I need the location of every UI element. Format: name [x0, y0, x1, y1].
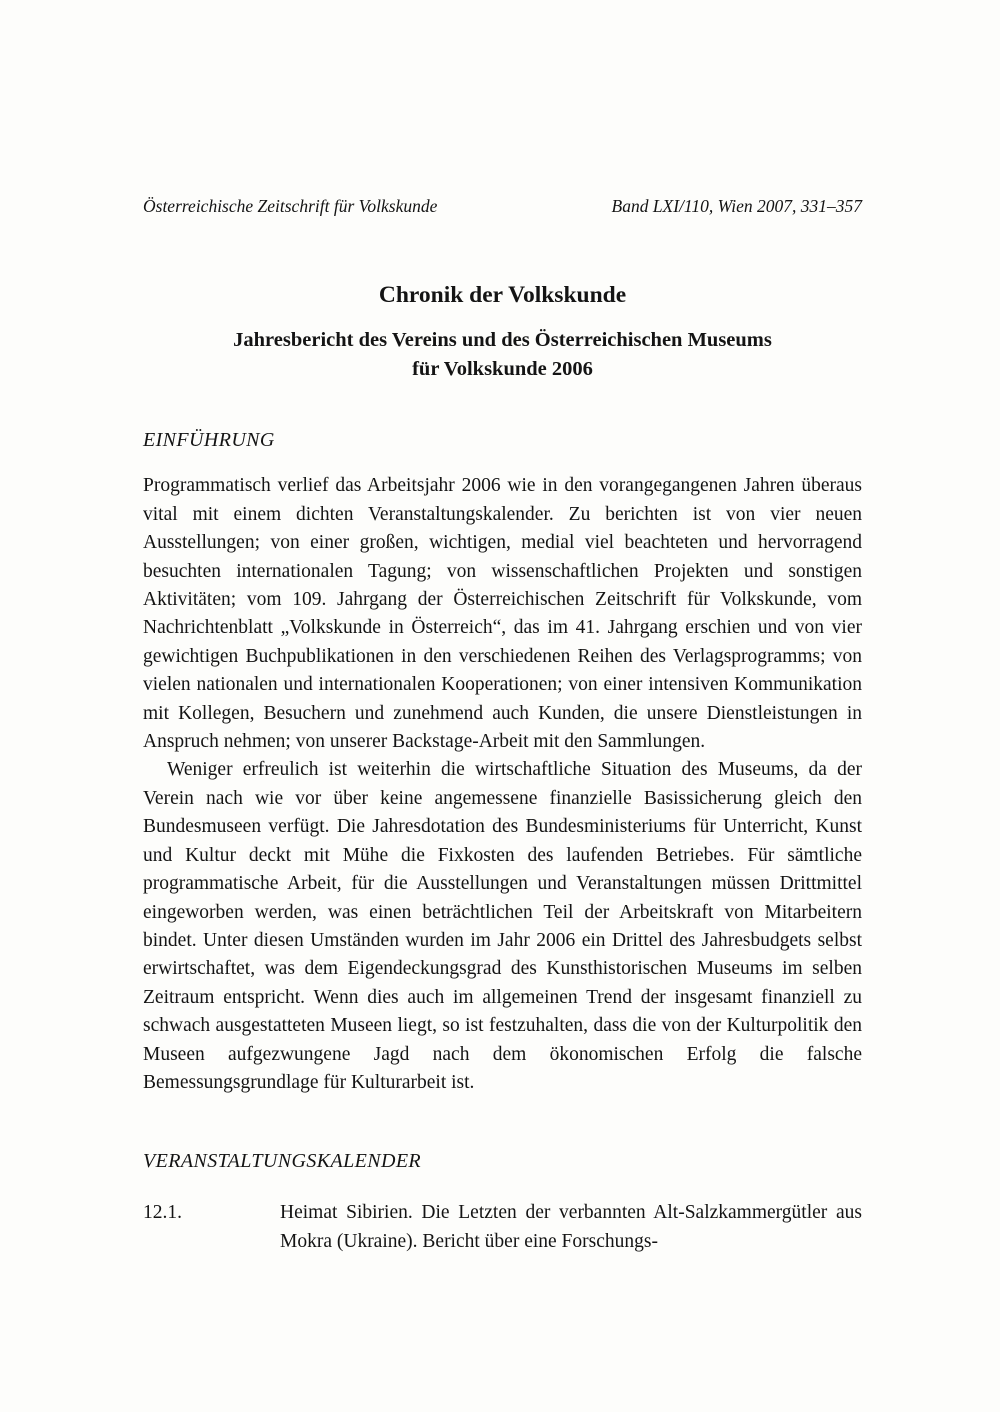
section-heading-veranstaltungskalender: VERANSTALTUNGSKALENDER [143, 1150, 422, 1173]
running-header [143, 196, 862, 217]
einfuehrung-paragraph-2: Weniger erfreulich ist weiterhin die wirtschaftliche Situation des Museums, da der Verein nach wie vor über keine angemessene finanzielle Basissicherung gleich den Bundesmuseen verfügt. Die Jahresdotation des Bundesministeriums für Unterricht, Kunst und Kultur deckt mit Mühe die Fixkosten des laufenden Betriebes. Für sämtliche programmatische Arbeit, für die Ausstellungen und Veranstaltungen müssen Drittmittel eingeworben werden, was einen beträchtlichen Teil der Arbeitskraft von Mitarbeitern bindet. Unter diesen Umständen wurden im Jahr 2006 ein Drittel des Jahresbudgets selbst erwirtschaftet, was dem Eigendeckungsgrad des Kunsthistorischen Museums im selben Zeitraum entspricht. Wenn dies auch im allgemeinen Trend der insgesamt finanziell zu schwach ausgestatteten Museen liegt, so ist festzuhalten, dass die von der Kulturpolitik den Museen aufgezwungene Jagd nach dem ökonomischen Erfolg die falsche Bemessungsgrundlage für Kulturarbeit ist. [143, 759, 862, 1093]
calendar-entry [143, 1199, 862, 1256]
calendar-entry-date: 12.1. [143, 1202, 182, 1224]
journal-title: Österreichische Zeitschrift für Volkskunde [143, 196, 438, 216]
page-title: Chronik der Volkskunde [378, 282, 627, 308]
calendar-entry-text: Heimat Sibirien. Die Letzten der verbannten Alt-Salzkammergütler aus Mokra (Ukraine). Bericht über eine Forschungs- [280, 1202, 862, 1252]
page-subtitle-line2: für Volkskunde 2006 [412, 358, 593, 381]
issue-info: Band LXI/110, Wien 2007, 331–357 [611, 196, 862, 216]
einfuehrung-paragraph-1: Programmatisch verlief das Arbeitsjahr 2006 wie in den vorangegangenen Jahren überaus vital mit einem dichten Veranstaltungskalender. Zu berichten ist von vier neuen Ausstellungen; von einer großen, wichtigen, medial viel beachteten und hervorragend besuchten internationalen Tagung; von wissenschaftlichen Projekten und sonstigen Aktivitäten; vom 109. Jahrgang der Österreichischen Zeitschrift für Volkskunde, vom Nachrichtenblatt „Volkskunde in Österreich“, das im 41. Jahrgang erschien und von vier gewichtigen Buchpublikationen in den verschiedenen Reihen des Verlagsprogramms; von vielen nationalen und internationalen Kooperationen; von einer intensiven Kommunikation mit Kollegen, Besuchern und zunehmend auch Kunden, die unsere Dienstleistungen in Anspruch nehmen; von unserer Backstage-Arbeit mit den Sammlungen. [143, 475, 862, 753]
page-subtitle [143, 326, 862, 384]
page-subtitle-line1: Jahresbericht des Vereins und des Österreichischen Museums [233, 329, 772, 352]
section-heading-einfuehrung: EINFÜHRUNG [143, 429, 275, 452]
